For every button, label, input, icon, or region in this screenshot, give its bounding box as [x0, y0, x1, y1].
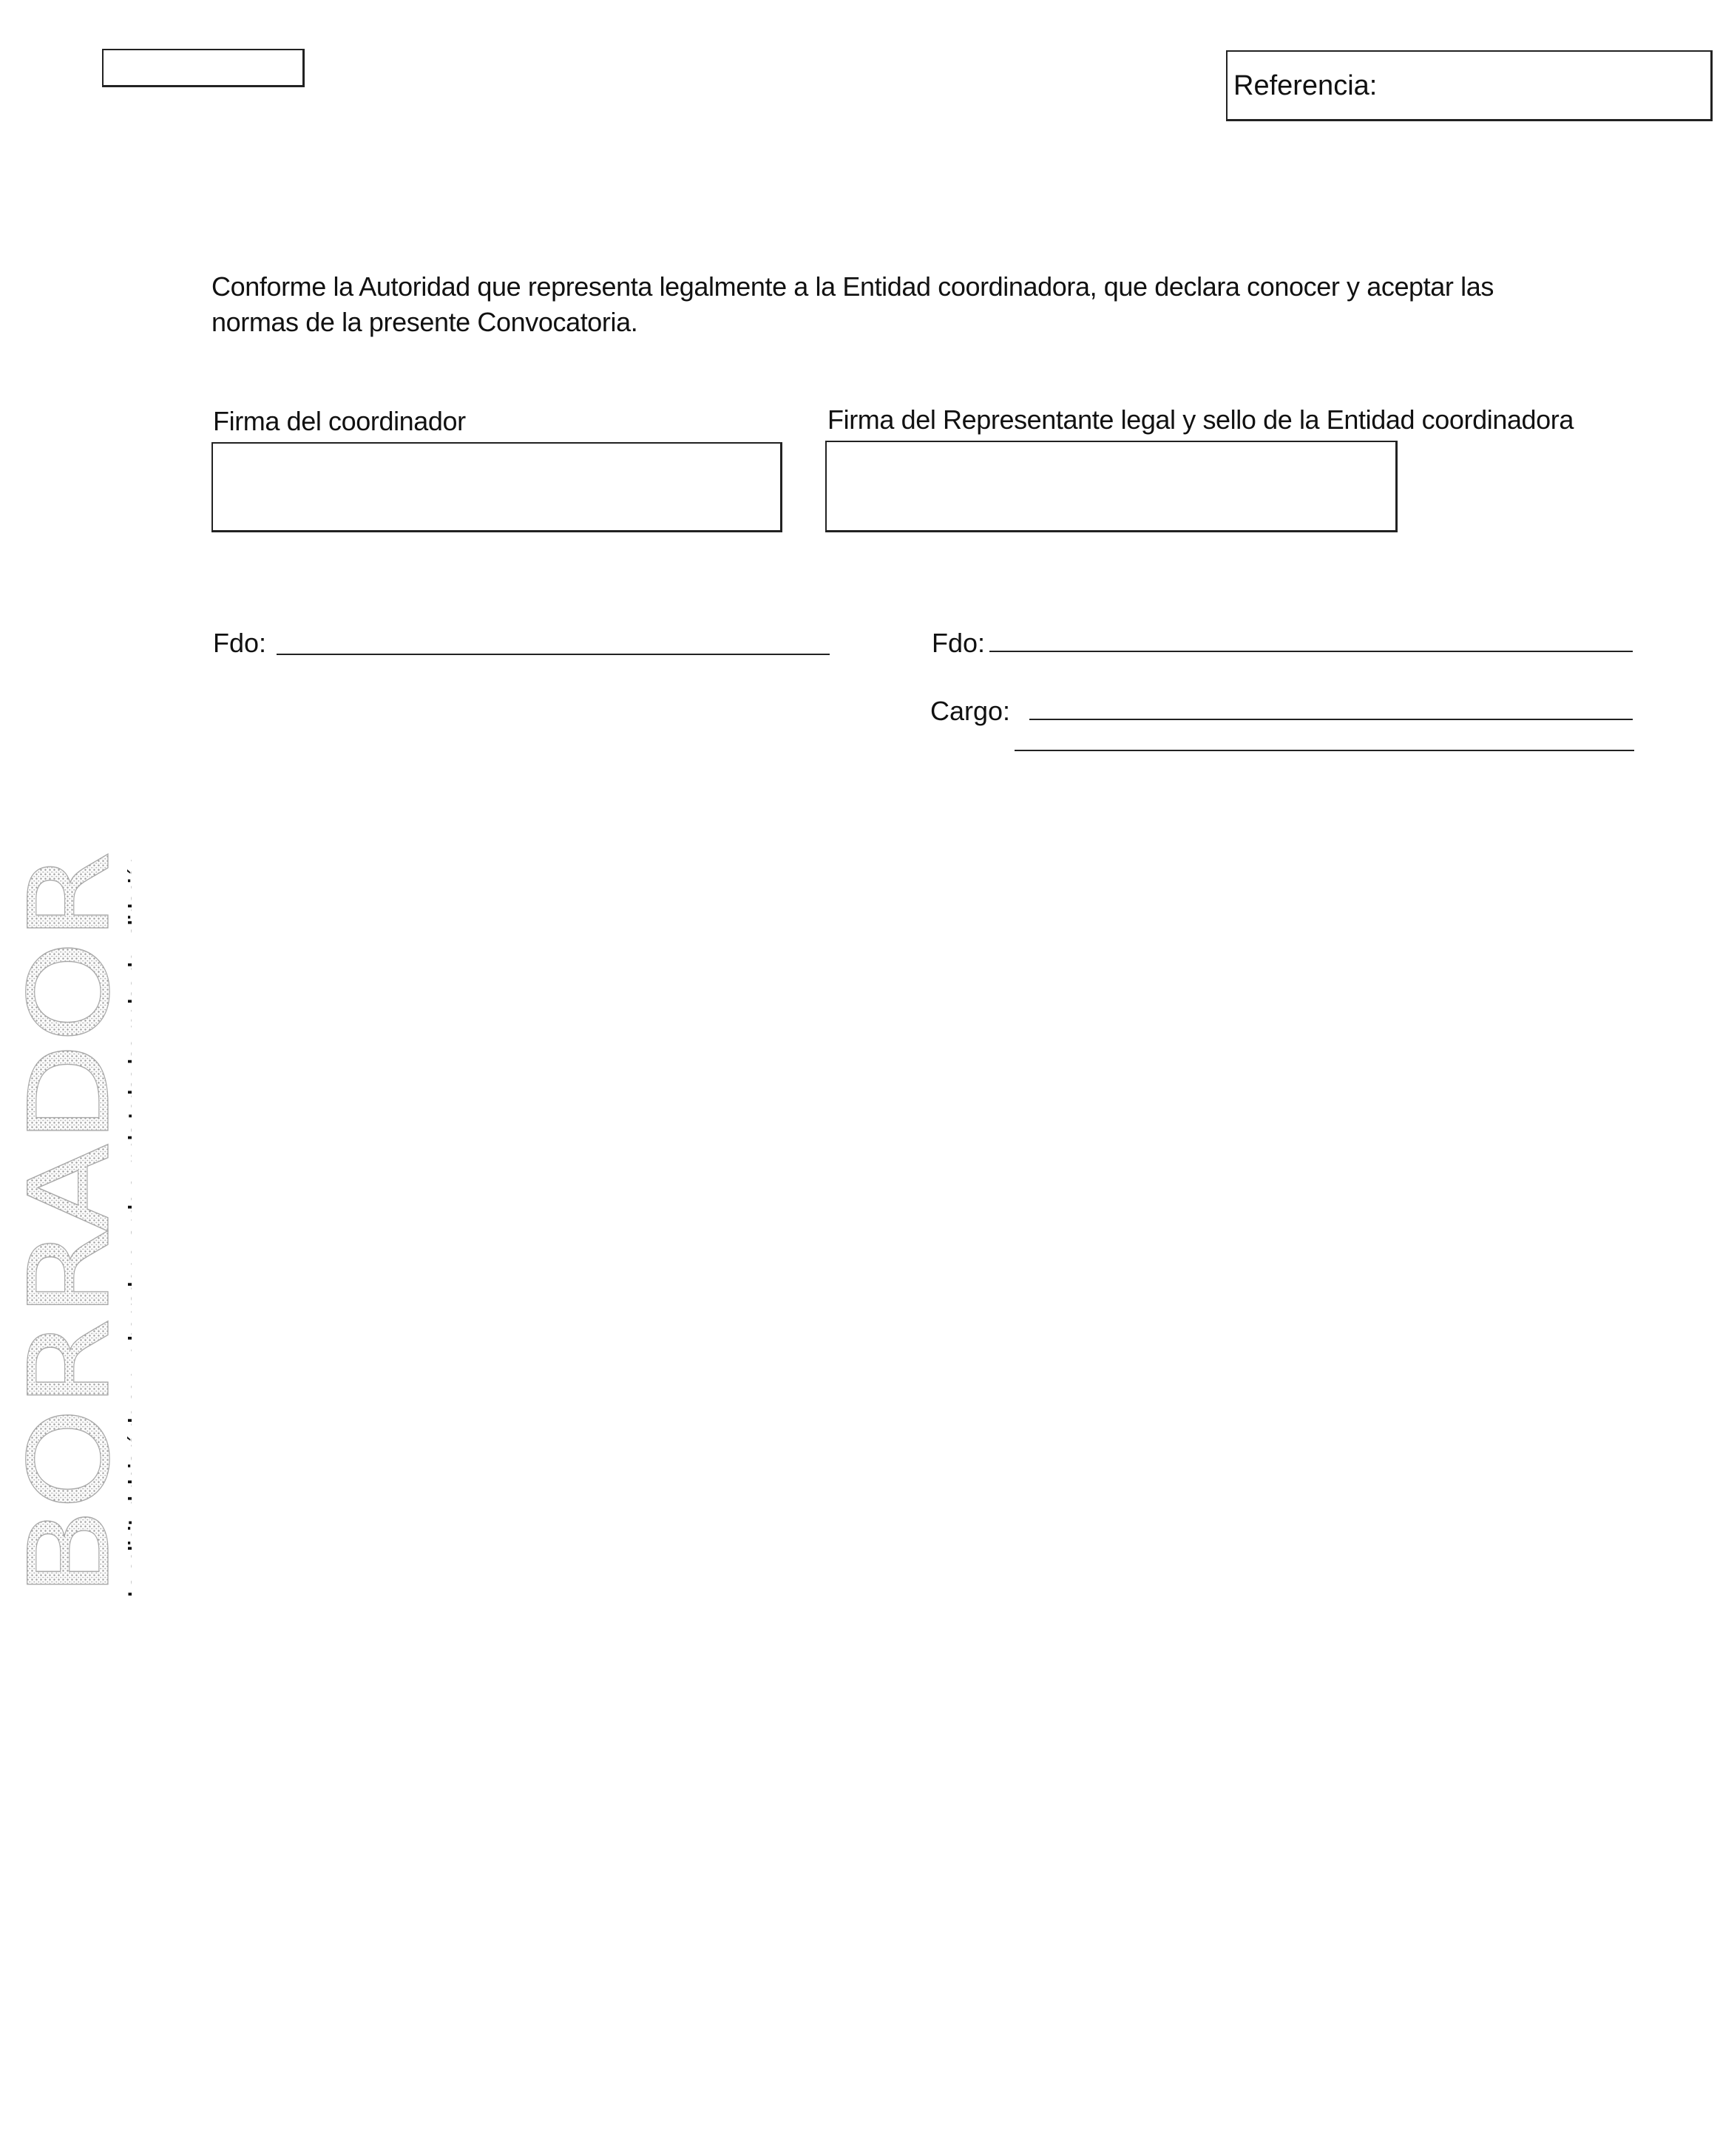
left-fdo-line[interactable]: [277, 654, 830, 655]
conformity-statement: Conforme la Autoridad que representa legalmente a la Entidad coordinadora, que declara conocer y aceptar las normas de la presente Convocatoria.: [211, 271, 1494, 337]
reference-box[interactable]: [1226, 50, 1713, 121]
left-fdo-label: Fdo:: [213, 628, 267, 658]
cargo-label: Cargo:: [930, 696, 1011, 726]
reference-label: Referencia:: [1233, 70, 1378, 101]
right-fdo-line[interactable]: [989, 651, 1633, 652]
representative-signature-box[interactable]: [825, 441, 1398, 532]
cargo-line-1[interactable]: [1029, 719, 1633, 720]
draft-watermark-big-text: BORRADOR: [13, 960, 132, 1597]
right-fdo-label: Fdo:: [932, 628, 986, 658]
representative-signature-label: Firma del Representante legal y sello de la Entidad coordinadora: [827, 404, 1574, 435]
coordinator-signature-box[interactable]: [211, 442, 782, 532]
draft-watermark: [13, 835, 132, 1604]
draft-watermark-note: La solicitud dejará de ser un borrador cuando cumpla todas las reglas de validación.: [126, 835, 132, 1597]
top-left-box: [102, 49, 305, 87]
draft-watermark-graphic: [13, 835, 132, 1604]
coordinator-signature-label: Firma del coordinador: [213, 406, 466, 436]
cargo-line-2[interactable]: [1015, 750, 1634, 751]
